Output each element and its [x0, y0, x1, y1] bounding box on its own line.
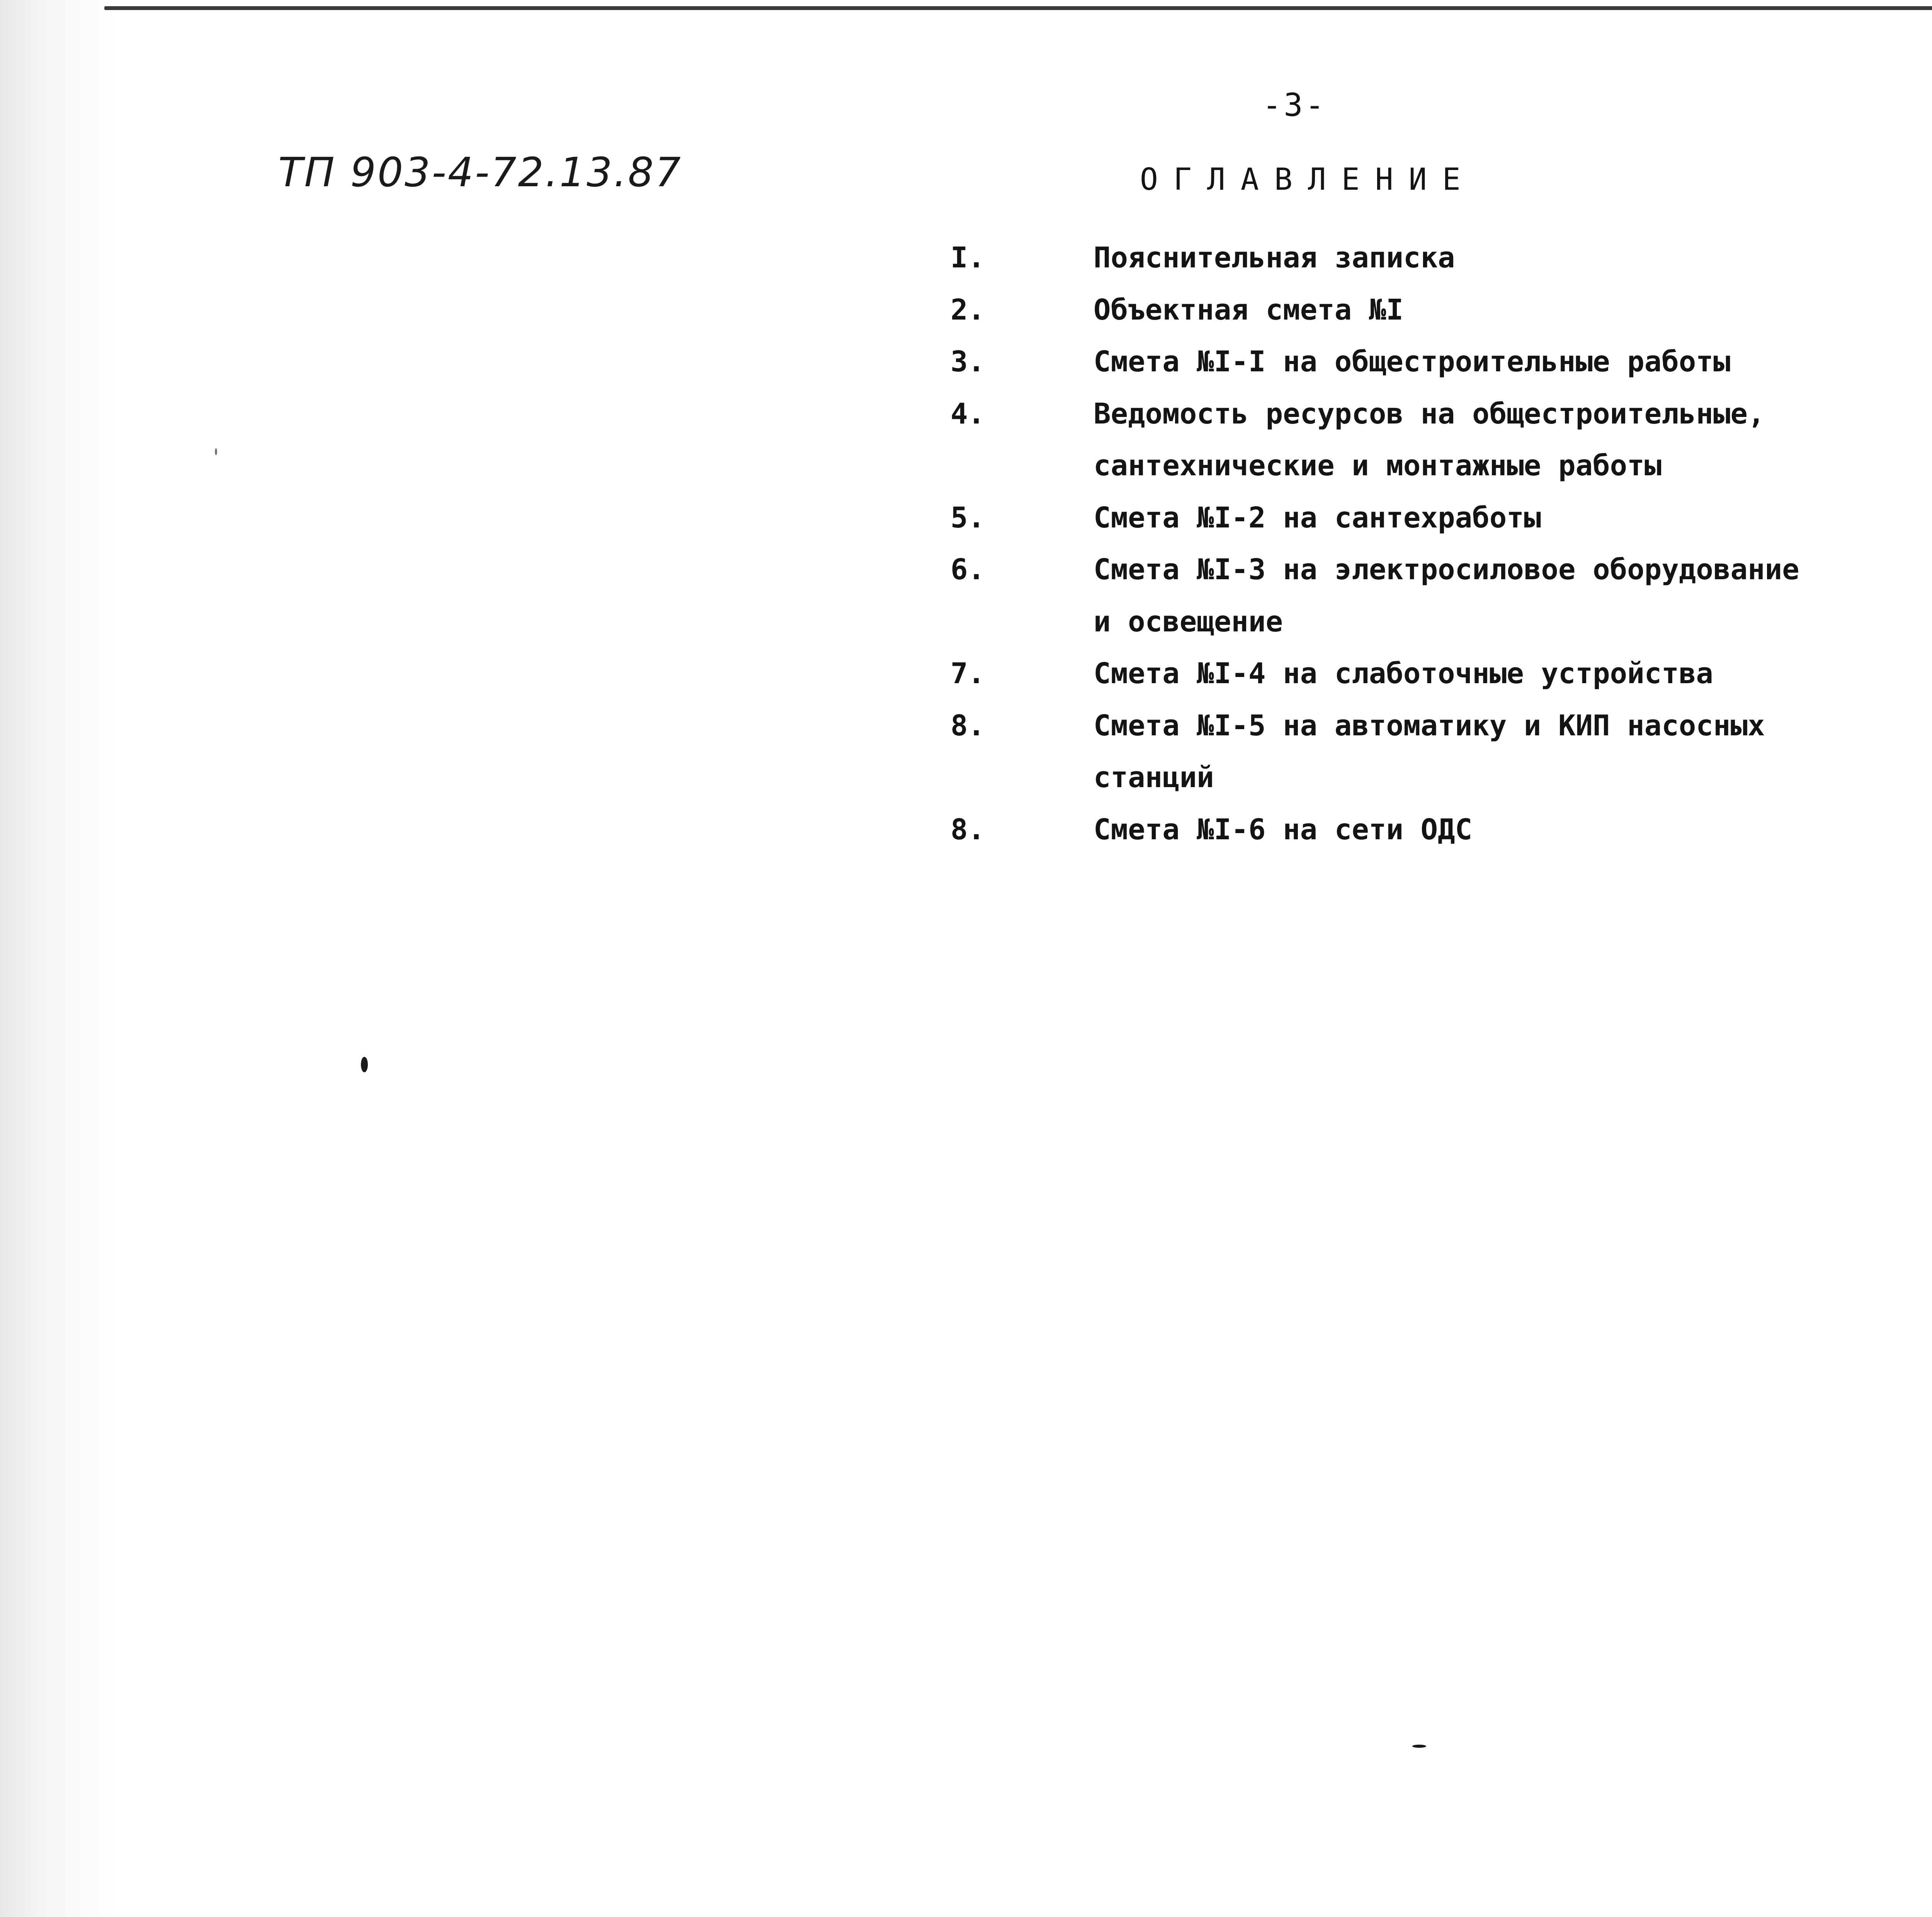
- toc-item-text: [1094, 492, 1878, 544]
- toc-item-line: сантехнические и монтажные работы: [1094, 449, 1662, 482]
- toc-item-text: [1094, 388, 1878, 492]
- top-border-line: [104, 6, 1932, 10]
- toc-item-line: Смета №I-2 на сантехработы: [1094, 501, 1541, 534]
- toc-item-line: Смета №I-3 на электросиловое оборудование: [1094, 553, 1799, 586]
- toc-item-text: [1094, 284, 1878, 336]
- toc-item: [951, 492, 1878, 544]
- scan-speck: [361, 1057, 368, 1072]
- toc-item-line: Смета №I-5 на автоматику и КИП насосных: [1094, 709, 1765, 742]
- toc-item-text: [1094, 544, 1878, 648]
- document-code: ТП 903-4-72.13.87: [278, 149, 682, 196]
- toc-title: ОГЛАВЛЕНИЕ: [1140, 162, 1476, 197]
- toc-item: [951, 544, 1878, 648]
- toc-item: [951, 804, 1878, 856]
- toc-item-line: и освещение: [1094, 605, 1283, 638]
- toc-item-line: Смета №I-I на общестроительные работы: [1094, 345, 1731, 378]
- toc-item: [951, 336, 1878, 388]
- toc-item-line: Пояснительная записка: [1094, 241, 1455, 274]
- toc-item-number: I.: [951, 241, 985, 274]
- toc-item-line: станций: [1094, 761, 1214, 794]
- toc-item-number: 7.: [951, 657, 985, 690]
- toc-list: [951, 232, 1878, 856]
- scan-speck: [215, 448, 217, 455]
- toc-item-line: Объектная смета №I: [1094, 293, 1403, 327]
- toc-item: [951, 648, 1878, 700]
- toc-item-line: Смета №I-6 на сети ОДС: [1094, 813, 1473, 846]
- toc-item-number: 4.: [951, 397, 985, 430]
- page-number: -3-: [1262, 87, 1327, 124]
- toc-item-text: [1094, 336, 1878, 388]
- toc-item: [951, 388, 1878, 492]
- toc-item: [951, 700, 1878, 804]
- toc-item-text: [1094, 232, 1878, 284]
- toc-item-number: 8.: [951, 813, 985, 846]
- toc-item-number: 3.: [951, 345, 985, 378]
- toc-item-number: 8.: [951, 709, 985, 742]
- toc-item-text: [1094, 700, 1878, 804]
- toc-item: [951, 232, 1878, 284]
- toc-item-line: Ведомость ресурсов на общестроительные,: [1094, 397, 1765, 430]
- toc-item-number: 6.: [951, 553, 985, 586]
- toc-item-number: 2.: [951, 293, 985, 327]
- scan-speck: [1412, 1745, 1426, 1748]
- toc-item: [951, 284, 1878, 336]
- toc-item-line: Смета №I-4 на слаботочные устройства: [1094, 657, 1713, 690]
- toc-item-number: 5.: [951, 501, 985, 534]
- toc-item-text: [1094, 648, 1878, 700]
- toc-item-text: [1094, 804, 1878, 856]
